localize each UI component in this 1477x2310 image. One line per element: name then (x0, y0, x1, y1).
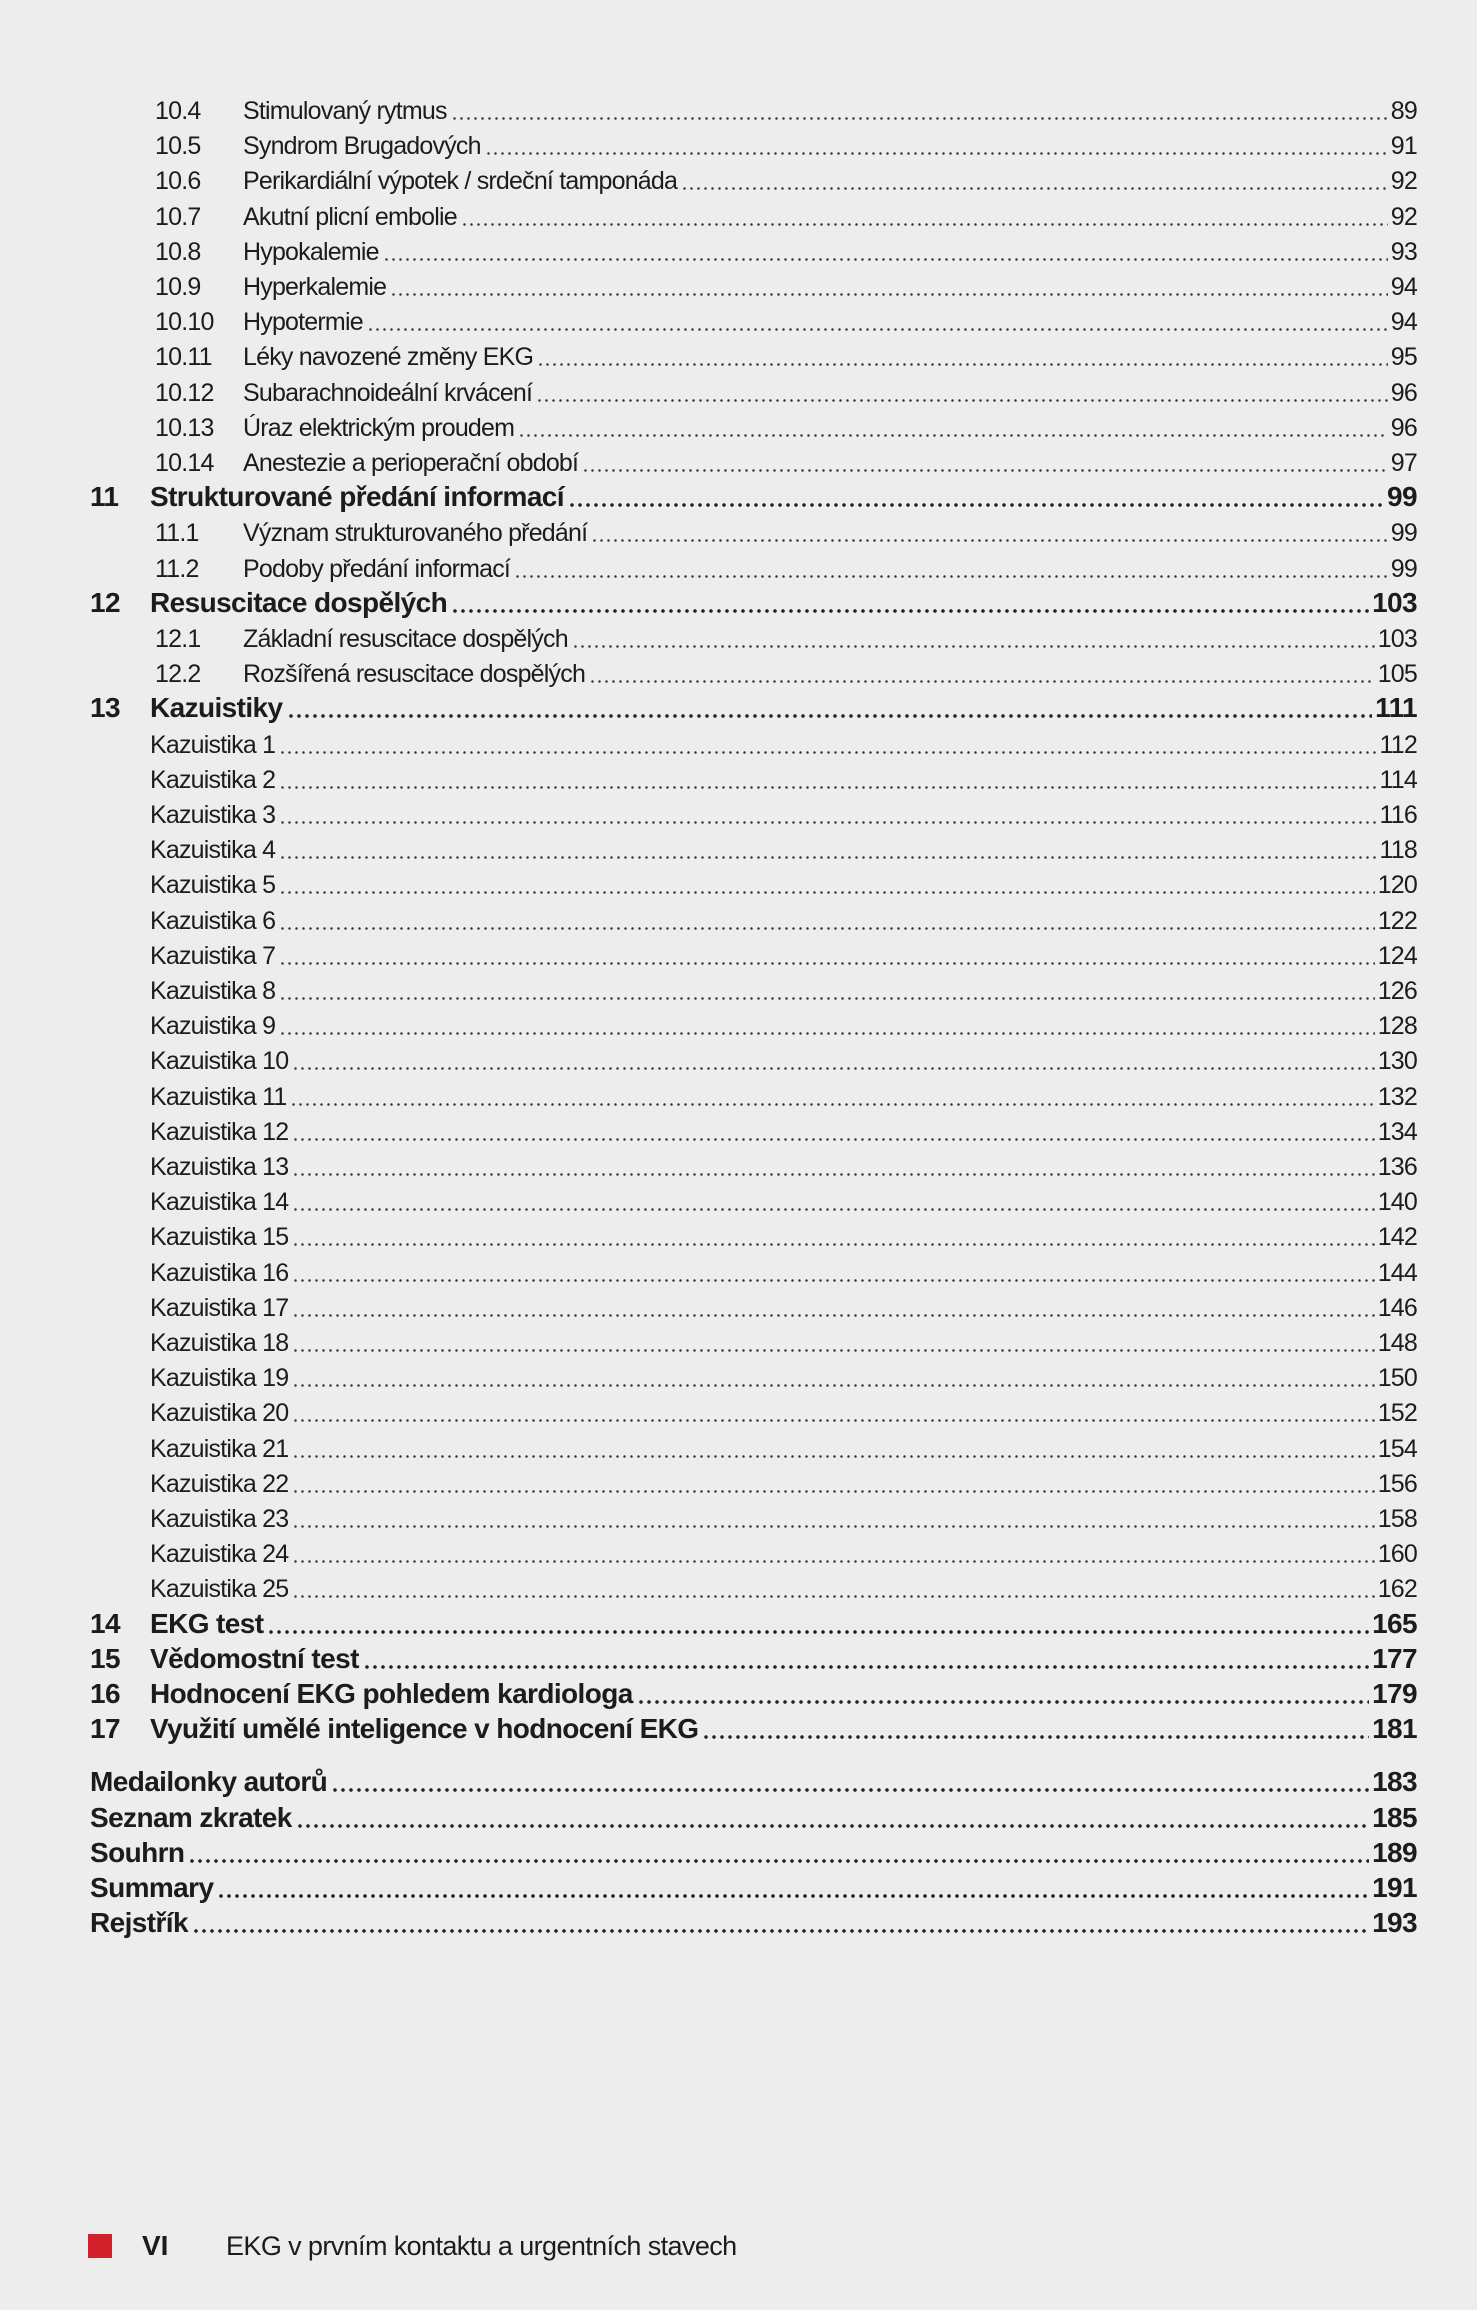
toc-entry-title: Rozšířená resuscitace dospělých (243, 660, 586, 689)
toc-entry-title: Kazuistika 16 (150, 1258, 289, 1287)
toc-backmatter-entry[interactable] (90, 1835, 1417, 1869)
toc-entry-title: Anestezie a perioperační období (243, 449, 579, 477)
dot-leader (367, 328, 1388, 331)
toc-entry-title: EKG test (150, 1607, 264, 1639)
dot-leader (292, 1208, 1374, 1211)
dot-leader (292, 1314, 1374, 1317)
toc-entry-page-number: 165 (1372, 1607, 1417, 1639)
book-title: EKG v prvním kontaktu a urgentních stavech (226, 2230, 737, 2261)
toc-entry-number: 14 (90, 1607, 120, 1639)
toc-entry-title: Využití umělé inteligence v hodnocení EKG (150, 1713, 699, 1745)
toc-entry-number: 12.1 (155, 625, 201, 653)
toc-chapter-entry[interactable] (90, 1711, 1417, 1745)
toc-entry-page-number: 99 (1387, 481, 1417, 513)
dot-leader (279, 751, 1376, 754)
toc-case-entry[interactable] (150, 1324, 1417, 1358)
toc-entry-page-number: 146 (1377, 1293, 1417, 1322)
dot-leader (279, 891, 1374, 894)
toc-entry-number: 12 (90, 586, 120, 618)
toc-entry-title: Podoby předání informací (243, 554, 511, 583)
dot-leader (287, 714, 1373, 718)
dot-leader (279, 1032, 1374, 1035)
toc-entry-title: Perikardiální výpotek / srdeční tamponáda (243, 167, 678, 196)
toc-section-entry[interactable] (155, 198, 1417, 232)
dot-leader (292, 1455, 1374, 1458)
toc-entry-page-number: 122 (1377, 906, 1417, 935)
dot-leader (681, 187, 1388, 190)
toc-section-entry[interactable] (155, 550, 1417, 584)
dot-leader (591, 539, 1388, 542)
toc-entry-page-number: 89 (1390, 97, 1417, 125)
toc-entry-title: Kazuistika 19 (150, 1364, 289, 1393)
toc-entry-page-number: 94 (1390, 308, 1417, 337)
toc-case-entry[interactable] (150, 1254, 1417, 1288)
toc-entry-page-number: 94 (1390, 273, 1417, 301)
dot-leader (451, 609, 1369, 613)
toc-section-entry[interactable] (155, 162, 1417, 196)
toc-entry-number: 13 (90, 692, 120, 724)
toc-entry-title: Subarachnoideální krvácení (243, 378, 533, 407)
toc-entry-page-number: 97 (1390, 449, 1417, 477)
toc-entry-page-number: 156 (1377, 1469, 1417, 1498)
toc-entry-title: Kazuistika 25 (150, 1575, 289, 1604)
dot-leader (292, 1243, 1374, 1246)
toc-backmatter-entry[interactable] (90, 1764, 1417, 1798)
dot-leader (292, 1349, 1374, 1352)
toc-entry-title: Akutní plicní embolie (243, 202, 457, 231)
dot-leader (582, 469, 1388, 472)
toc-section-entry[interactable] (155, 303, 1417, 337)
toc-entry-page-number: 189 (1372, 1836, 1417, 1868)
toc-case-entry[interactable] (150, 1007, 1417, 1041)
toc-entry-title: Kazuistika 23 (150, 1505, 289, 1533)
toc-entry-number: 15 (90, 1642, 120, 1674)
toc-chapter-entry[interactable] (90, 585, 1417, 619)
toc-section-entry[interactable] (155, 514, 1417, 548)
toc-entry-title: Kazuistika 12 (150, 1117, 289, 1146)
toc-entry-number: 11 (90, 481, 119, 513)
toc-case-entry[interactable] (150, 796, 1417, 830)
dot-leader (290, 1103, 1374, 1106)
toc-case-entry[interactable] (150, 1394, 1417, 1428)
toc-entry-number: 10.13 (155, 413, 214, 442)
toc-entry-title: Summary (90, 1872, 214, 1903)
toc-entry-page-number: 152 (1377, 1399, 1417, 1428)
dot-leader (292, 1490, 1374, 1493)
toc-entry-number: 10.6 (155, 167, 201, 196)
toc-entry-title: Kazuistika 21 (150, 1434, 289, 1463)
toc-entry-title: Hodnocení EKG pohledem kardiologa (150, 1678, 633, 1709)
toc-entry-title: Kazuistika 10 (150, 1047, 289, 1076)
toc-entry-page-number: 92 (1390, 202, 1417, 231)
toc-entry-title: Kazuistika 24 (150, 1540, 289, 1569)
toc-entry-title: Kazuistika 3 (150, 801, 276, 829)
toc-chapter-entry[interactable] (90, 690, 1417, 724)
toc-entry-page-number: 142 (1377, 1223, 1417, 1252)
toc-entry-number: 16 (90, 1678, 120, 1709)
toc-entry-number: 12.2 (155, 660, 201, 689)
toc-entry-title: Seznam zkratek (90, 1801, 292, 1833)
toc-entry-page-number: 144 (1377, 1258, 1417, 1287)
toc-entry-title: Základní resuscitace dospělých (243, 625, 568, 653)
toc-entry-title: Význam strukturovaného předání (243, 519, 588, 548)
dot-leader (514, 575, 1388, 578)
toc-entry-title: Kazuistika 5 (150, 871, 276, 900)
dot-leader (485, 152, 1388, 155)
toc-section-entry[interactable] (155, 338, 1417, 372)
dot-leader (637, 1700, 1369, 1704)
toc-case-entry[interactable] (150, 1042, 1417, 1076)
toc-entry-page-number: 112 (1379, 730, 1417, 759)
dot-leader (279, 786, 1376, 789)
toc-entry-page-number: 105 (1377, 660, 1417, 689)
toc-entry-page-number: 130 (1377, 1047, 1417, 1076)
toc-entry-page-number: 177 (1372, 1642, 1417, 1674)
toc-entry-title: Kazuistika 11 (150, 1082, 287, 1111)
toc-entry-page-number: 114 (1379, 765, 1417, 794)
toc-chapter-entry[interactable] (90, 479, 1417, 513)
dot-leader (292, 1279, 1374, 1282)
toc-case-entry[interactable] (150, 831, 1417, 865)
dot-leader (331, 1788, 1369, 1792)
toc-entry-title: Kazuistika 17 (150, 1293, 289, 1322)
toc-case-entry[interactable] (150, 726, 1417, 760)
dot-leader (292, 1560, 1374, 1563)
toc-entry-page-number: 118 (1379, 836, 1417, 865)
toc-case-entry[interactable] (150, 937, 1417, 971)
toc-case-entry[interactable] (150, 866, 1417, 900)
toc-entry-title: Kazuistika 2 (150, 765, 276, 794)
dot-leader (383, 258, 1388, 261)
dot-leader (217, 1894, 1369, 1898)
toc-case-entry[interactable] (150, 1218, 1417, 1252)
toc-entry-title: Hypotermie (243, 308, 363, 337)
toc-entry-page-number: 111 (1375, 692, 1417, 724)
toc-entry-title: Kazuistika 20 (150, 1399, 289, 1428)
page-number: VI (142, 2230, 169, 2261)
toc-case-entry[interactable] (150, 1289, 1417, 1323)
dot-leader (279, 997, 1374, 1000)
toc-entry-page-number: 116 (1379, 801, 1417, 829)
toc-entry-title: Medailonky autorů (90, 1766, 328, 1798)
toc-section-entry[interactable] (155, 374, 1417, 408)
dot-leader (292, 1138, 1374, 1141)
dot-leader (188, 1859, 1369, 1863)
toc-entry-page-number: 103 (1372, 586, 1417, 618)
toc-entry-title: Strukturované předání informací (150, 481, 564, 513)
toc-entry-page-number: 95 (1390, 343, 1417, 372)
toc-entry-title: Úraz elektrickým proudem (243, 413, 515, 442)
toc-section-entry[interactable] (155, 620, 1417, 654)
toc-section-entry[interactable] (155, 444, 1417, 478)
toc-chapter-entry[interactable] (90, 1606, 1417, 1640)
toc-entry-title: Kazuistika 13 (150, 1153, 289, 1181)
toc-entry-title: Kazuistika 7 (150, 941, 276, 970)
toc-entry-title: Kazuistika 1 (150, 730, 276, 759)
toc-case-entry[interactable] (150, 1500, 1417, 1534)
toc-entry-page-number: 132 (1377, 1082, 1417, 1111)
toc-case-entry[interactable] (150, 1570, 1417, 1604)
toc-entry-page-number: 96 (1390, 413, 1417, 442)
toc-entry-page-number: 148 (1377, 1329, 1417, 1357)
dot-leader (279, 821, 1376, 824)
toc-entry-page-number: 179 (1372, 1678, 1417, 1709)
toc-entry-title: Kazuistika 4 (150, 836, 276, 865)
toc-entry-number: 10.12 (155, 378, 214, 407)
red-square-marker (88, 2234, 112, 2258)
dot-leader (296, 1824, 1369, 1828)
dot-leader (589, 680, 1375, 683)
toc-backmatter-entry[interactable] (90, 1905, 1417, 1939)
toc-entry-page-number: 134 (1377, 1117, 1417, 1146)
toc-entry-page-number: 128 (1377, 1012, 1417, 1041)
toc-entry-number: 10.7 (155, 202, 201, 231)
toc-entry-title: Rejstřík (90, 1907, 188, 1939)
toc-entry-page-number: 193 (1372, 1907, 1417, 1939)
dot-leader (292, 1419, 1374, 1422)
toc-entry-page-number: 150 (1377, 1364, 1417, 1393)
dot-leader (537, 363, 1388, 366)
toc-entry-title: Kazuistika 22 (150, 1469, 289, 1498)
toc-entry-page-number: 160 (1377, 1540, 1417, 1569)
toc-case-entry[interactable] (150, 1078, 1417, 1112)
dot-leader (279, 856, 1376, 859)
dot-leader (279, 927, 1374, 930)
toc-case-entry[interactable] (150, 1465, 1417, 1499)
toc-entry-title: Hypokalemie (243, 237, 379, 266)
toc-case-entry[interactable] (150, 1113, 1417, 1147)
toc-entry-page-number: 136 (1377, 1153, 1417, 1181)
toc-entry-page-number: 103 (1377, 625, 1417, 653)
toc-entry-page-number: 162 (1377, 1575, 1417, 1604)
toc-entry-number: 11.2 (155, 554, 199, 583)
dot-leader (292, 1525, 1374, 1528)
toc-entry-page-number: 120 (1377, 871, 1417, 900)
dot-leader (568, 503, 1384, 507)
toc-case-entry[interactable] (150, 1359, 1417, 1393)
toc-entry-title: Kazuistiky (150, 692, 283, 724)
toc-entry-page-number: 126 (1377, 977, 1417, 1005)
toc-entry-page-number: 154 (1377, 1434, 1417, 1463)
toc-entry-page-number: 99 (1390, 554, 1417, 583)
toc-entry-number: 17 (90, 1713, 120, 1745)
toc-entry-title: Léky navozené změny EKG (243, 343, 534, 372)
toc-case-entry[interactable] (150, 1183, 1417, 1217)
toc-entry-number: 10.9 (155, 273, 201, 301)
toc-entry-number: 11.1 (155, 519, 199, 548)
toc-entry-number: 10.10 (155, 308, 214, 337)
dot-leader (451, 117, 1388, 120)
toc-section-entry[interactable] (155, 409, 1417, 443)
dot-leader (390, 293, 1388, 296)
toc-entry-title: Stimulovaný rytmus (243, 97, 447, 125)
toc-entry-number: 10.5 (155, 132, 201, 161)
toc-section-entry[interactable] (155, 127, 1417, 161)
toc-entry-page-number: 96 (1390, 378, 1417, 407)
toc-entry-title: Vědomostní test (150, 1642, 359, 1674)
page-footer (88, 2226, 737, 2266)
dot-leader (518, 434, 1388, 437)
toc-entry-page-number: 140 (1377, 1188, 1417, 1217)
toc-entry-number: 10.4 (155, 97, 201, 125)
toc-case-entry[interactable] (150, 1148, 1417, 1182)
toc-case-entry[interactable] (150, 972, 1417, 1006)
toc-entry-title: Kazuistika 9 (150, 1012, 276, 1041)
dot-leader (292, 1067, 1374, 1070)
toc-entry-page-number: 191 (1372, 1872, 1417, 1903)
toc-entry-title: Souhrn (90, 1836, 185, 1868)
toc-entry-page-number: 92 (1390, 167, 1417, 196)
toc-entry-title: Kazuistika 8 (150, 977, 276, 1005)
dot-leader (536, 399, 1388, 402)
toc-entry-page-number: 99 (1390, 519, 1417, 548)
toc-entry-title: Hyperkalemie (243, 273, 387, 301)
dot-leader (702, 1735, 1369, 1739)
toc-entry-title: Kazuistika 15 (150, 1223, 289, 1252)
toc-backmatter-entry[interactable] (90, 1800, 1417, 1834)
toc-entry-page-number: 124 (1377, 941, 1417, 970)
toc-entry-page-number: 181 (1372, 1713, 1417, 1745)
toc-entry-number: 10.11 (155, 343, 212, 372)
toc-chapter-entry[interactable] (90, 1641, 1417, 1675)
toc-entry-page-number: 185 (1372, 1801, 1417, 1833)
toc-entry-title: Resuscitace dospělých (150, 586, 448, 618)
toc-case-entry[interactable] (150, 902, 1417, 936)
dot-leader (292, 1173, 1374, 1176)
toc-section-entry[interactable] (155, 92, 1417, 126)
toc-section-entry[interactable] (155, 655, 1417, 689)
toc-entry-page-number: 93 (1390, 237, 1417, 266)
toc-entry-number: 10.14 (155, 449, 214, 477)
dot-leader (279, 962, 1374, 965)
toc-entry-page-number: 158 (1377, 1505, 1417, 1533)
dot-leader (292, 1384, 1374, 1387)
dot-leader (292, 1595, 1374, 1598)
dot-leader (461, 223, 1388, 226)
toc-entry-title: Kazuistika 14 (150, 1188, 289, 1217)
toc-section-entry[interactable] (155, 233, 1417, 267)
toc-entry-page-number: 183 (1372, 1766, 1417, 1798)
dot-leader (572, 645, 1375, 648)
toc-case-entry[interactable] (150, 1535, 1417, 1569)
toc-backmatter-entry[interactable] (90, 1870, 1417, 1904)
dot-leader (363, 1665, 1369, 1669)
toc-entry-number: 10.8 (155, 237, 201, 266)
toc-entry-page-number: 91 (1390, 132, 1417, 161)
toc-entry-title: Kazuistika 6 (150, 906, 276, 935)
dot-leader (267, 1630, 1369, 1634)
toc-entry-title: Kazuistika 18 (150, 1329, 289, 1357)
toc-case-entry[interactable] (150, 1430, 1417, 1464)
toc-section-entry[interactable] (155, 268, 1417, 302)
toc-entry-title: Syndrom Brugadových (243, 132, 481, 161)
toc-case-entry[interactable] (150, 761, 1417, 795)
toc-chapter-entry[interactable] (90, 1676, 1417, 1710)
dot-leader (192, 1929, 1369, 1933)
